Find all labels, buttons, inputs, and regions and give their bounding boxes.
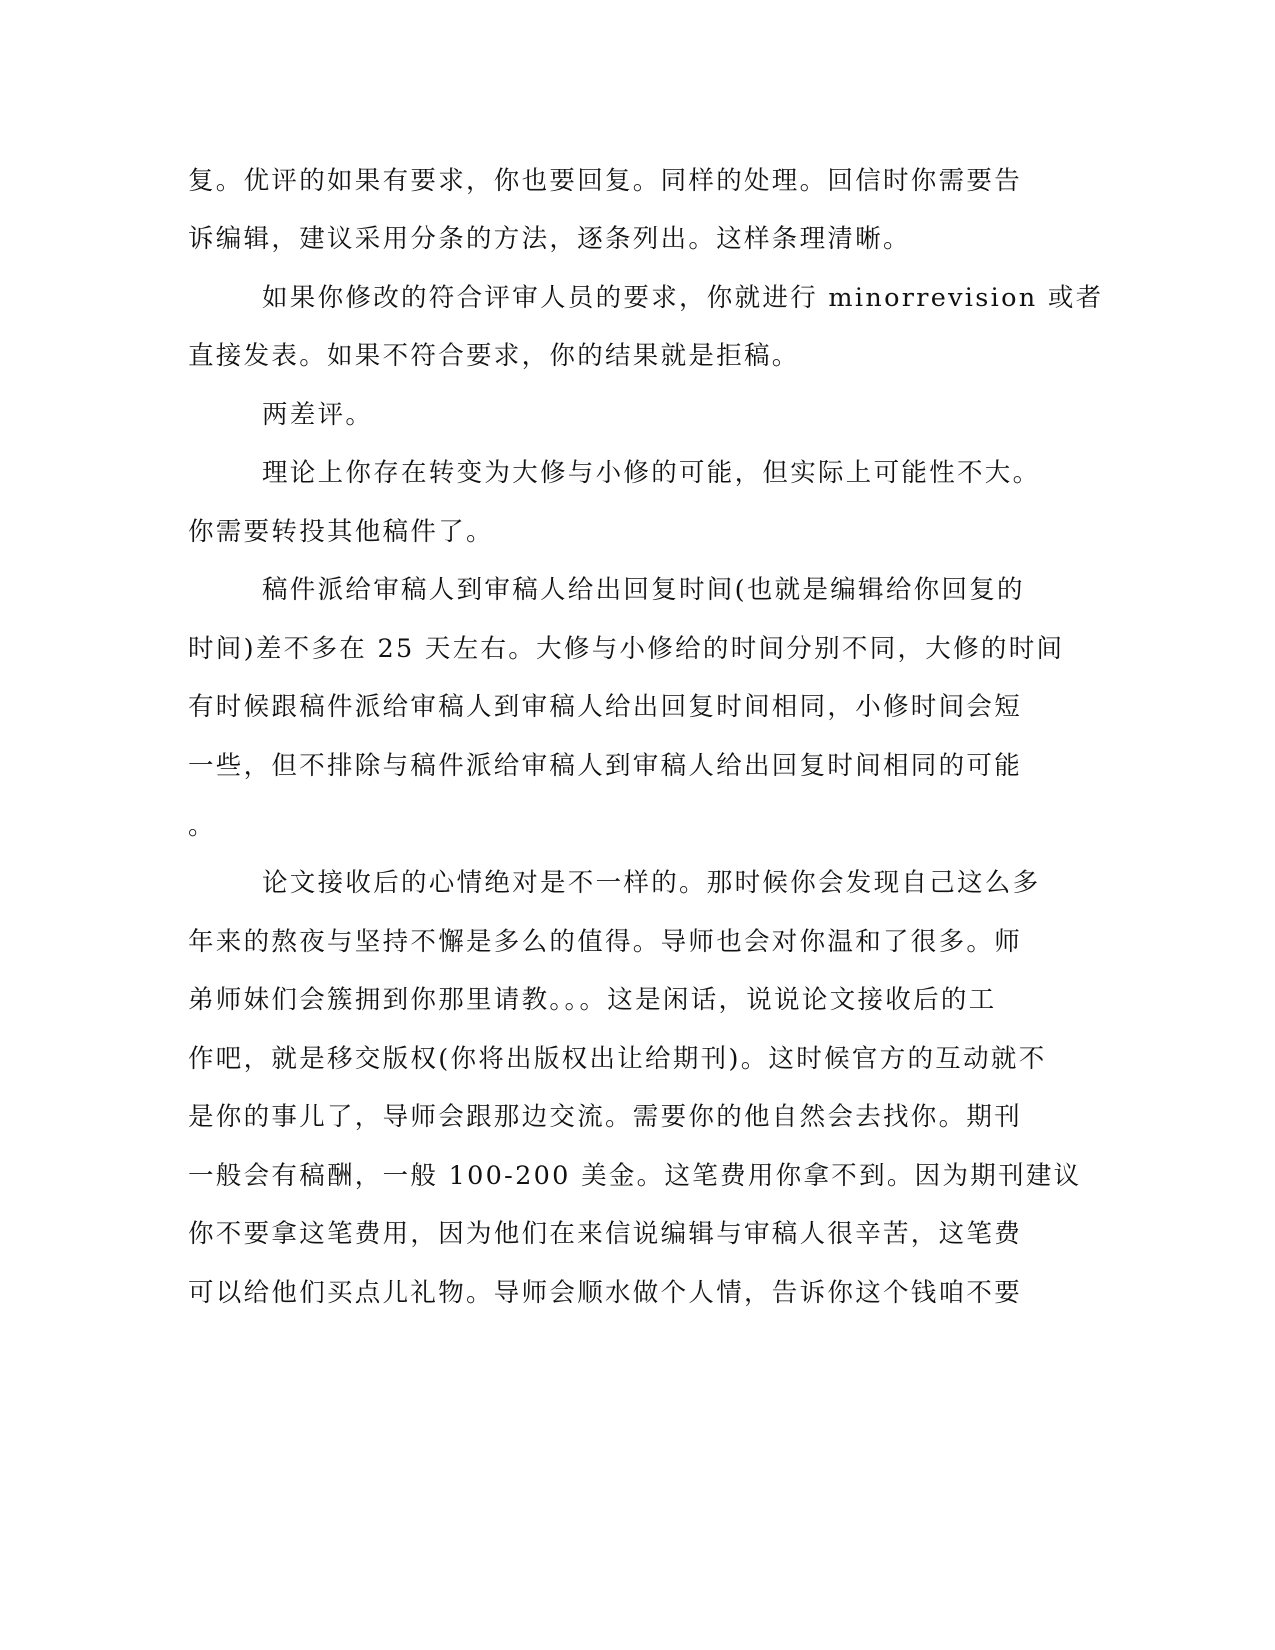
paragraph-start: 论文接收后的心情绝对是不一样的。那时候你会发现自己这么多 bbox=[262, 868, 1041, 898]
text-line: 可以给他们买点儿礼物。导师会顺水做个人情，告诉你这个钱咱不要 bbox=[188, 1278, 1023, 1308]
text-line: 有时候跟稿件派给审稿人到审稿人给出回复时间相同，小修时间会短 bbox=[188, 692, 1023, 722]
paragraph-start: 两差评。 bbox=[262, 400, 374, 430]
text-line: 是你的事儿了，导师会跟那边交流。需要你的他自然会去找你。期刊 bbox=[188, 1102, 1023, 1132]
text-line: 一般会有稿酬，一般 100-200 美金。这笔费用你拿不到。因为期刊建议 bbox=[188, 1161, 1082, 1191]
text-line: 直接发表。如果不符合要求，你的结果就是拒稿。 bbox=[188, 341, 800, 371]
text-line: 弟师妹们会簇拥到你那里请教。。。这是闲话，说说论文接收后的工 bbox=[188, 985, 997, 1015]
text-line: 作吧，就是移交版权(你将出版权出让给期刊)。这时候官方的互动就不 bbox=[188, 1044, 1047, 1074]
text-line: 一些，但不排除与稿件派给审稿人到审稿人给出回复时间相同的可能 bbox=[188, 751, 1023, 781]
text-line: 你不要拿这笔费用，因为他们在来信说编辑与审稿人很辛苦，这笔费 bbox=[188, 1219, 1023, 1249]
text-line: 你需要转投其他稿件了。 bbox=[188, 517, 494, 547]
text-line: 年来的熬夜与坚持不懈是多么的值得。导师也会对你温和了很多。师 bbox=[188, 927, 1023, 957]
text-line: 复。优评的如果有要求，你也要回复。同样的处理。回信时你需要告 bbox=[188, 166, 1023, 196]
paragraph-start: 理论上你存在转变为大修与小修的可能，但实际上可能性不大。 bbox=[262, 458, 1041, 488]
paragraph-start: 稿件派给审稿人到审稿人给出回复时间(也就是编辑给你回复的 bbox=[262, 575, 1025, 605]
text-line: 。 bbox=[188, 811, 216, 841]
text-line: 诉编辑，建议采用分条的方法，逐条列出。这样条理清晰。 bbox=[188, 224, 911, 254]
text-line: 时间)差不多在 25 天左右。大修与小修给的时间分别不同，大修的时间 bbox=[188, 634, 1065, 664]
paragraph-start: 如果你修改的符合评审人员的要求，你就进行 minorrevision 或者 bbox=[262, 283, 1104, 313]
